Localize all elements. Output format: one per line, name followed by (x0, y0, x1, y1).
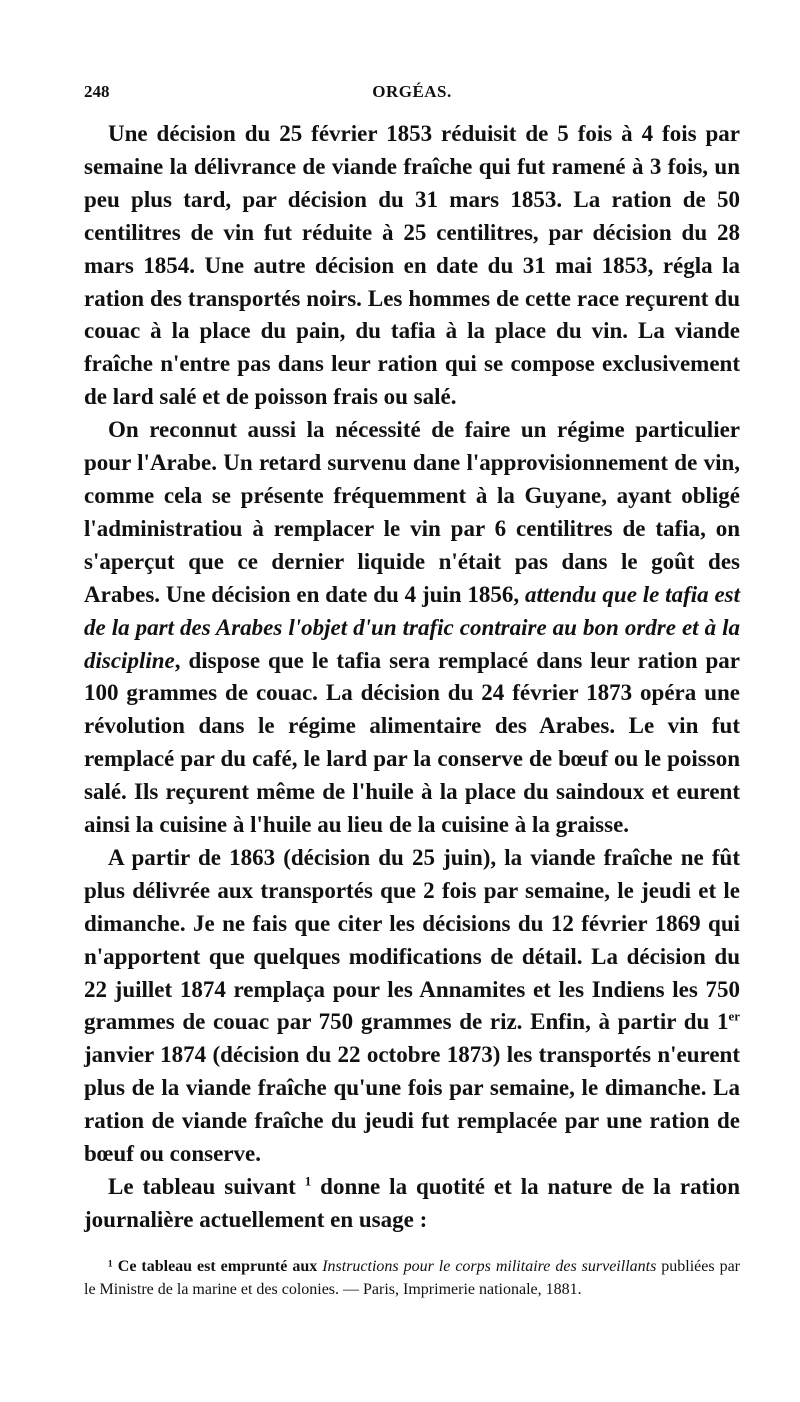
paragraph-3 (84, 842, 740, 1171)
paragraph-2-text-after: , dispose que le tafia sera remplacé dans leur ration par 100 grammes de couac. La décision du 24 février 1873 opéra une révolution dans le régime alimentaire des Arabes. Le vin fut remplacé par du café, le lard par la conserve de bœuf ou le poisson salé. Ils reçurent même de l'huile à la place du saindoux et eurent ainsi la cuisine à l'huile au lieu de la cuisine à la graisse. (84, 647, 740, 838)
footnote-1 (84, 1255, 740, 1301)
paragraph-1-text: Une décision du 25 février 1853 réduisit de 5 fois à 4 fois par semaine la délivrance de viande fraîche qui fut ramené à 3 fois, un peu plus tard, par décision du 31 mars 1853. La ration de 50 centilitres de vin fut réduite à 25 centilitres, par décision du 28 mars 1854. Une autre décision en date du 31 mai 1853, régla la ration des transportés noirs. Les hommes de cette race reçurent du couac à la place du pain, du tafia à la place du vin. La viande fraîche n'entre pas dans leur ration qui se compose exclusivement de lard salé et de poisson frais ou salé. (84, 121, 740, 410)
running-head: ORGÉAS. (372, 82, 452, 101)
paragraph-1 (84, 118, 740, 414)
paragraph-2-text-before: On reconnut aussi la nécessité de faire un régime particulier pour l'Arabe. Un retard survenu dane l'approvisionnement de vin, comme cela se présente fréquemment à la Guyane, ayant obligé l'administratiou à remplacer le vin par 6 centilitres de tafia, on s'aperçut que ce dernier liquide n'était pas dans le goût des Arabes. Une décision en date du 4 juin 1856, (84, 417, 740, 607)
paragraph-4 (84, 1171, 740, 1237)
footnote-italic: Instructions pour le corps militaire des surveillants (322, 1258, 657, 1275)
paragraph-4-text-after: donne la quotité et la nature de la ration journalière actuellement en usage : (84, 1174, 740, 1232)
footnote-reference: 1 (304, 1173, 312, 1189)
paragraph-3-text-after: janvier 1874 (décision du 22 octobre 1873) les transportés n'eurent plus de la viande fraîche qu'une fois par semaine, le dimanche. La ration de viande fraîche du jeudi fut remplacée par une ration de bœuf ou conserve. (84, 1042, 740, 1167)
page-number: 248 (84, 82, 110, 101)
paragraph-2 (84, 414, 740, 842)
page-header (84, 82, 740, 112)
footnotes (84, 1255, 740, 1301)
footnote-mark: ¹ (108, 1258, 113, 1275)
footnote-text-after: publiées par le Ministre de la marine et des colonies. — Paris, Imprimerie nationale, 1881. (84, 1258, 741, 1298)
paragraph-2-italic: attendu que le tafia est de la part des Arabes l'objet d'un trafic contraire au bon ordre et à la discipline (84, 581, 740, 673)
ordinal-superscript: er (728, 1008, 740, 1024)
paragraph-3-text-before: A partir de 1863 (décision du 25 juin), la viande fraîche ne fût plus délivrée aux transportés que 2 fois par semaine, le jeudi et le dimanche. Je ne fais que citer les décisions du 12 février 1869 qui n'apportent que quelques modifications de détail. La décision du 22 juillet 1874 remplaça pour les Annamites et les Indiens les 750 grammes de couac par 750 grammes de riz. Enfin, à partir du 1 (84, 844, 740, 1035)
paragraph-4-text-before: Le tableau suivant (108, 1174, 305, 1199)
body-text (84, 118, 740, 1237)
footnote-lead: Ce tableau est emprunté aux (117, 1258, 323, 1275)
